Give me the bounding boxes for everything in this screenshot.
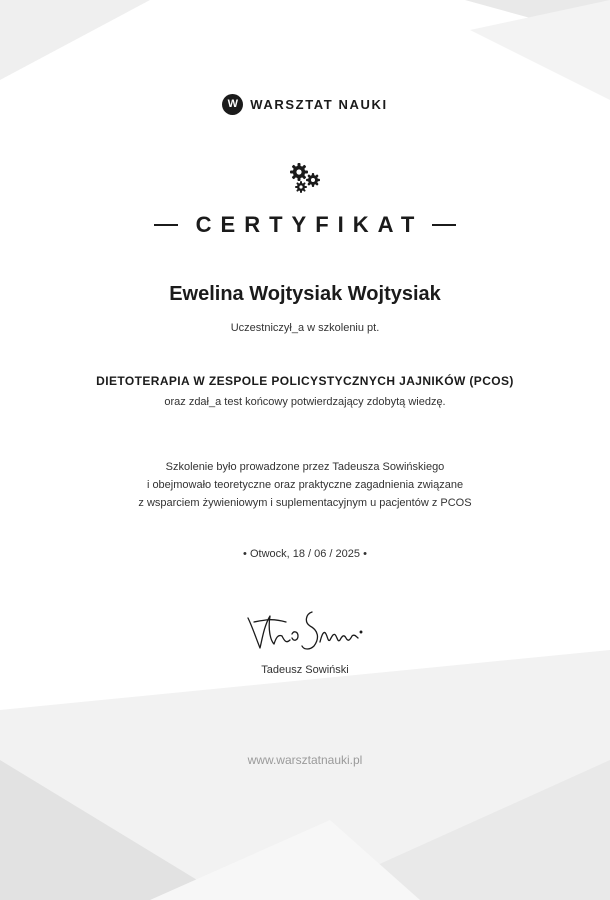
gears-icon: [287, 161, 323, 195]
logo-icon: W: [222, 94, 243, 115]
brand-logo: [0, 94, 610, 115]
signature-image: [240, 604, 370, 662]
participation-text: Uczestniczył_a w szkoleniu pt.: [230, 322, 380, 334]
certificate-title: [0, 212, 610, 238]
description-line: i obejmowało teoretyczne oraz praktyczne zagadnienia związane: [146, 479, 464, 491]
description-line: z wsparciem żywieniowym i suplementacyjnym u pacjentów z PCOS: [138, 497, 472, 509]
recipient-name: Ewelina Wojtysiak Wojtysiak: [169, 283, 441, 305]
place-date: • Otwock, 18 / 06 / 2025 •: [243, 548, 367, 560]
certificate-title-text: CERTYFIKAT: [195, 212, 424, 237]
brand-name: WARSZTAT NAUKI: [250, 97, 388, 112]
course-title: DIETOTERAPIA W ZESPOLE POLICYSTYCZNYCH JAJNIKÓW (PCOS): [96, 374, 514, 388]
website-link[interactable]: www.warsztatnauki.pl: [247, 753, 363, 767]
title-dash-right: [432, 224, 456, 226]
description-line: Szkolenie było prowadzone przez Tadeusza Sowińskiego: [165, 461, 445, 473]
signatory-name: Tadeusz Sowiński: [261, 664, 349, 676]
test-passed-text: oraz zdał_a test końcowy potwierdzający zdobytą wiedzę.: [164, 396, 446, 408]
title-dash-left: [154, 224, 178, 226]
